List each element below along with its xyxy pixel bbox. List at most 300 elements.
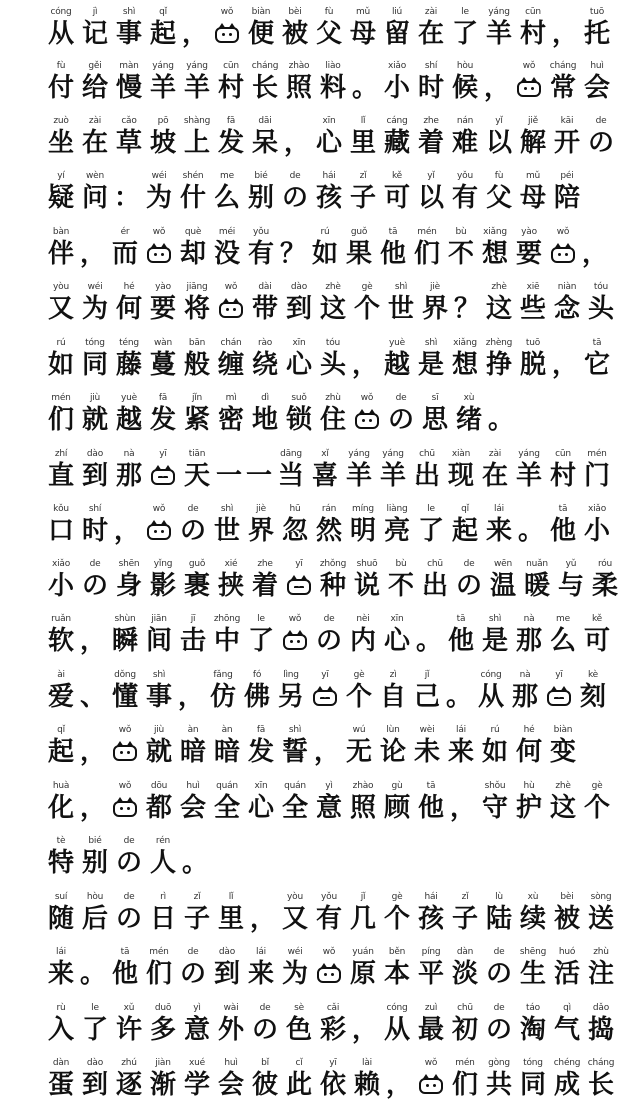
punctuation-glyph: ，	[80, 737, 107, 767]
character-unit	[216, 337, 246, 381]
character-unit	[548, 60, 578, 104]
pinyin-label: zhù	[593, 947, 609, 957]
pinyin-label: wǒ	[118, 725, 132, 735]
character-unit	[552, 281, 582, 325]
closed-eyes-face-icon	[313, 681, 337, 713]
character-unit	[284, 1057, 314, 1101]
character-unit	[412, 226, 442, 270]
cat-face-icon	[113, 736, 137, 768]
punctuation-unit	[216, 448, 242, 492]
hanzi-glyph: 孩	[315, 183, 342, 213]
pinyin-label: cūn	[223, 61, 239, 71]
character-unit	[480, 724, 510, 768]
hanzi-glyph: 发	[217, 128, 244, 158]
character-unit	[514, 226, 544, 270]
character-unit	[378, 724, 408, 768]
pinyin-label: nà	[519, 670, 531, 680]
pinyin-label: xiǎng	[453, 338, 477, 348]
character-unit	[382, 60, 412, 104]
character-unit	[416, 503, 446, 547]
pinyin-label: chū	[427, 559, 443, 569]
hanzi-glyph: の	[485, 959, 512, 989]
character-unit	[348, 170, 378, 214]
character-unit	[582, 613, 612, 657]
hanzi-glyph: 送	[587, 904, 614, 934]
hanzi-glyph: 付	[47, 73, 74, 103]
pinyin-label: yuán	[352, 947, 374, 957]
pinyin-label: àn	[221, 725, 233, 735]
pinyin-label: yuè	[121, 393, 137, 403]
punctuation-unit	[352, 1002, 378, 1046]
punctuation-glyph: ，	[80, 793, 107, 823]
cat-face-icon	[147, 238, 171, 270]
pinyin-label: kè	[587, 670, 599, 680]
character-unit	[382, 503, 412, 547]
pinyin-label: sòng	[590, 892, 612, 902]
pinyin-label: de	[123, 836, 135, 846]
character-unit	[314, 891, 344, 935]
character-unit	[280, 724, 310, 768]
hanzi-glyph: 他	[447, 626, 474, 656]
hanzi-glyph: 想	[481, 239, 508, 269]
character-unit	[450, 946, 480, 990]
pinyin-label: mén	[455, 1058, 475, 1068]
punctuation-unit	[280, 226, 306, 270]
hanzi-glyph: 有	[451, 183, 478, 213]
hanzi-glyph: 羊	[379, 461, 406, 491]
pinyin-label: hé	[523, 725, 535, 735]
pinyin-label: cǎo	[121, 116, 137, 126]
punctuation-glyph: 。	[352, 73, 379, 103]
hanzi-glyph: 到	[213, 959, 240, 989]
hanzi-glyph: 有	[315, 904, 342, 934]
hanzi-glyph: 从	[47, 19, 74, 49]
character-unit	[250, 115, 280, 159]
hanzi-glyph: 同	[519, 1070, 546, 1100]
pinyin-label: xiǎng	[483, 227, 507, 237]
hanzi-glyph: 事	[115, 19, 142, 49]
character-unit	[144, 724, 174, 768]
pinyin-label: hái	[424, 892, 438, 902]
character-unit	[80, 392, 110, 436]
punctuation-glyph: ，	[182, 19, 209, 49]
punctuation-unit	[352, 337, 378, 381]
hanzi-glyph: 就	[81, 405, 108, 435]
hanzi-glyph: 后	[81, 904, 108, 934]
pinyin-label: bǐ	[261, 1058, 269, 1068]
character-unit	[416, 891, 446, 935]
character-unit	[148, 392, 178, 436]
character-unit	[212, 724, 242, 768]
pinyin-label: de	[259, 1003, 271, 1013]
character-unit	[586, 1002, 616, 1046]
pinyin-label: gè	[591, 781, 603, 791]
character-unit	[518, 1057, 548, 1101]
character-unit	[178, 946, 208, 990]
hanzi-glyph: 然	[315, 516, 342, 546]
character-unit	[552, 115, 582, 159]
pinyin-label: dāi	[258, 116, 272, 126]
pinyin-label: yáng	[186, 61, 208, 71]
pinyin-label: chū	[457, 1003, 473, 1013]
character-unit	[110, 946, 140, 990]
text-line	[46, 835, 606, 885]
pinyin-label: jǐ	[360, 892, 366, 902]
pinyin-label: xiǎo	[387, 61, 407, 71]
hanzi-glyph: 时	[81, 516, 108, 546]
cat-face-icon	[551, 238, 575, 270]
character-unit	[178, 613, 208, 657]
character-unit	[46, 448, 76, 492]
pinyin-label: wài	[223, 1003, 239, 1013]
pinyin-label: yì	[193, 1003, 201, 1013]
pinyin-label: bù	[455, 227, 467, 237]
hanzi-glyph: 依	[319, 1070, 346, 1100]
pinyin-label: zhú	[121, 1058, 137, 1068]
hanzi-glyph: の	[81, 571, 108, 601]
pinyin-label: le	[257, 614, 265, 624]
hanzi-glyph: 彼	[251, 1070, 278, 1100]
character-unit	[480, 448, 510, 492]
hanzi-glyph: 意	[315, 793, 342, 823]
pinyin-label: le	[427, 504, 435, 514]
hanzi-glyph: 它	[583, 350, 610, 380]
pinyin-label: jiè	[430, 282, 440, 292]
character-unit	[216, 891, 246, 935]
cat-face-icon	[113, 792, 137, 824]
character-unit	[446, 226, 476, 270]
hanzi-glyph: 伴	[47, 239, 74, 269]
pinyin-label: bàn	[52, 227, 70, 237]
character-unit	[148, 281, 178, 325]
character-unit	[182, 558, 212, 602]
pinyin-label: rán	[321, 504, 337, 514]
hanzi-glyph: 续	[519, 904, 546, 934]
pinyin-label: lìng	[283, 670, 299, 680]
hanzi-glyph: の	[115, 848, 142, 878]
character-unit	[450, 1002, 480, 1046]
pinyin-label: tóu	[325, 338, 341, 348]
hanzi-glyph: 身	[115, 571, 142, 601]
punctuation-unit	[250, 891, 276, 935]
pinyin-label: sè	[294, 1003, 304, 1013]
pinyin-label: zhào	[352, 781, 374, 791]
character-unit	[46, 6, 76, 50]
character-unit	[552, 1002, 582, 1046]
character-unit	[386, 558, 416, 602]
closed-eyes-face-icon	[151, 460, 175, 492]
hanzi-glyph: 明	[349, 516, 376, 546]
hanzi-glyph: 们	[413, 239, 440, 269]
text-line	[46, 1057, 615, 1107]
hanzi-glyph: 了	[451, 19, 478, 49]
hanzi-glyph: 来	[47, 959, 74, 989]
punctuation-unit	[80, 780, 106, 824]
character-unit	[46, 281, 76, 325]
character-unit	[144, 780, 174, 824]
hanzi-glyph: 会	[217, 1070, 244, 1100]
cat-face-icon	[113, 801, 137, 817]
pinyin-label: bān	[188, 338, 206, 348]
hanzi-glyph: 绕	[251, 350, 278, 380]
pinyin-label: mǔ	[525, 171, 541, 181]
character-unit-icon	[144, 503, 174, 547]
character-unit	[552, 946, 582, 990]
punctuation-unit	[182, 6, 208, 50]
hanzi-glyph: 那	[511, 682, 538, 712]
pinyin-label: xiàn	[451, 449, 471, 459]
character-unit	[420, 392, 450, 436]
character-unit	[518, 891, 548, 935]
character-unit	[114, 1002, 144, 1046]
character-unit-icon	[548, 226, 578, 270]
hanzi-glyph: 裹	[183, 571, 210, 601]
punctuation-glyph: ，	[386, 1070, 413, 1100]
character-unit	[246, 724, 276, 768]
character-unit	[552, 170, 582, 214]
cat-face-icon	[219, 302, 243, 318]
pinyin-label: míng	[352, 504, 374, 514]
punctuation-unit	[488, 392, 514, 436]
character-unit	[552, 1057, 582, 1101]
character-unit	[144, 613, 174, 657]
pinyin-label: duō	[154, 1003, 172, 1013]
pinyin-label: fā	[226, 116, 236, 126]
hanzi-glyph: 不	[447, 239, 474, 269]
character-unit-icon	[514, 60, 544, 104]
hanzi-glyph: 开	[553, 128, 580, 158]
cat-face-icon	[419, 1069, 443, 1101]
pinyin-label: dào	[86, 1058, 104, 1068]
pinyin-label: ruǎn	[51, 614, 71, 624]
pinyin-label: wǒ	[522, 61, 536, 71]
character-unit	[450, 891, 480, 935]
pinyin-label: cóng	[480, 670, 502, 680]
hanzi-glyph: 带	[251, 294, 278, 324]
hanzi-glyph: 本	[383, 959, 410, 989]
character-unit	[80, 6, 110, 50]
hanzi-glyph: 己	[413, 682, 440, 712]
hanzi-glyph: 何	[115, 294, 142, 324]
pinyin-label: xīn	[254, 781, 268, 791]
character-unit	[582, 6, 612, 50]
hanzi-glyph: 起	[149, 19, 176, 49]
pinyin-label: quán	[284, 781, 306, 791]
pinyin-label: pō	[157, 116, 169, 126]
pinyin-label: ài	[57, 670, 65, 680]
pinyin-label: shì	[152, 670, 166, 680]
character-unit	[522, 558, 552, 602]
cat-face-icon	[147, 247, 171, 263]
pinyin-label: běn	[388, 947, 406, 957]
punctuation-unit	[80, 613, 106, 657]
pinyin-label: tā	[592, 338, 602, 348]
hanzi-glyph: 绪	[455, 405, 482, 435]
hanzi-glyph: 小	[47, 571, 74, 601]
pinyin-label: nèi	[356, 614, 370, 624]
hanzi-glyph: 与	[557, 571, 584, 601]
punctuation-glyph: ，	[582, 239, 609, 269]
pinyin-label: zuò	[53, 116, 69, 126]
hanzi-glyph: 多	[149, 1015, 176, 1045]
hanzi-glyph: 么	[213, 183, 240, 213]
hanzi-glyph: 子	[183, 904, 210, 934]
pinyin-label: tuō	[589, 7, 605, 17]
hanzi-glyph: 共	[485, 1070, 512, 1100]
character-unit	[114, 835, 144, 879]
character-unit	[484, 170, 514, 214]
pinyin-label: dōu	[150, 781, 168, 791]
character-unit	[348, 780, 378, 824]
hanzi-glyph: 无	[345, 737, 372, 767]
punctuation-unit	[352, 60, 378, 104]
pinyin-label: shì	[122, 7, 136, 17]
hanzi-glyph: の	[455, 571, 482, 601]
pinyin-label: mén	[417, 227, 437, 237]
character-unit	[382, 780, 412, 824]
pinyin-label: cūn	[525, 7, 541, 17]
pinyin-label: xué	[189, 1058, 205, 1068]
character-unit	[46, 115, 76, 159]
character-unit	[182, 891, 212, 935]
punctuation-unit	[80, 226, 106, 270]
hanzi-glyph: 出	[421, 571, 448, 601]
pinyin-label: wàn	[154, 338, 172, 348]
character-unit	[310, 226, 340, 270]
text-line	[46, 115, 614, 165]
pinyin-label: gè	[361, 282, 373, 292]
hanzi-glyph: 注	[587, 959, 614, 989]
pinyin-label: de	[323, 614, 335, 624]
text-line	[46, 891, 614, 941]
character-unit	[148, 115, 178, 159]
text-line	[46, 448, 610, 498]
hanzi-glyph: 候	[451, 73, 478, 103]
hanzi-glyph: 念	[553, 294, 580, 324]
hanzi-glyph: 个	[583, 793, 610, 823]
hanzi-glyph: 全	[281, 793, 308, 823]
hanzi-glyph: 佛	[243, 682, 270, 712]
hanzi-glyph: 心	[383, 626, 410, 656]
character-unit	[284, 1002, 314, 1046]
pinyin-label: liàng	[386, 504, 408, 514]
hanzi-glyph: 呆	[251, 128, 278, 158]
character-unit	[80, 1002, 110, 1046]
pinyin-label: yáng	[348, 449, 370, 459]
hanzi-glyph: 以	[485, 128, 512, 158]
hanzi-glyph: 顾	[383, 793, 410, 823]
character-unit	[144, 946, 174, 990]
character-unit	[46, 503, 76, 547]
character-unit	[416, 6, 446, 50]
character-unit	[348, 115, 378, 159]
hanzi-glyph: 生	[519, 959, 546, 989]
hanzi-glyph: 别	[81, 848, 108, 878]
punctuation-glyph: ？	[454, 294, 481, 324]
hanzi-glyph: 是	[481, 626, 508, 656]
hanzi-glyph: 羊	[485, 19, 512, 49]
punctuation-glyph: ，	[450, 793, 477, 823]
hanzi-glyph: 间	[145, 626, 172, 656]
pinyin-label: zhōng	[213, 614, 241, 624]
pinyin-label: rén	[155, 836, 171, 846]
pinyin-label: táo	[526, 1003, 540, 1013]
character-unit	[348, 6, 378, 50]
character-unit	[344, 226, 374, 270]
character-unit	[518, 946, 548, 990]
pinyin-label: dàn	[456, 947, 474, 957]
pinyin-label: wǒ	[360, 393, 374, 403]
character-unit	[114, 1057, 144, 1101]
pinyin-label: tóng	[85, 338, 105, 348]
closed-eyes-face-icon	[287, 579, 311, 595]
character-unit	[416, 115, 446, 159]
pinyin-label: xīn	[292, 338, 306, 348]
hanzi-glyph: 发	[149, 405, 176, 435]
pinyin-label: jiě	[528, 116, 538, 126]
pinyin-label: wǒ	[220, 7, 234, 17]
punctuation-unit	[314, 724, 340, 768]
character-unit	[250, 392, 280, 436]
character-unit	[246, 780, 276, 824]
pinyin-label: yuè	[389, 338, 405, 348]
text-line	[46, 946, 614, 996]
pinyin-label: me	[556, 614, 570, 624]
pinyin-label: yī	[295, 559, 303, 569]
pinyin-label: jiān	[151, 614, 167, 624]
pinyin-label: mì	[225, 393, 237, 403]
hanzi-glyph: 为	[145, 183, 172, 213]
pinyin-label: rào	[257, 338, 273, 348]
hanzi-glyph: 羊	[345, 461, 372, 491]
character-unit	[344, 669, 374, 713]
pinyin-label: wéi	[87, 282, 103, 292]
hanzi-glyph: 原	[349, 959, 376, 989]
character-unit	[586, 281, 616, 325]
character-unit	[382, 337, 412, 381]
character-unit	[178, 503, 208, 547]
hanzi-glyph: 又	[47, 294, 74, 324]
cat-face-icon	[215, 27, 239, 43]
hanzi-glyph: 逐	[115, 1070, 142, 1100]
pinyin-label: dào	[290, 282, 308, 292]
character-unit-icon	[212, 6, 242, 50]
pinyin-label: xù	[463, 393, 475, 403]
hanzi-glyph: 心	[315, 128, 342, 158]
punctuation-unit	[446, 669, 472, 713]
pinyin-label: de	[493, 1003, 505, 1013]
character-unit	[148, 835, 178, 879]
hanzi-glyph: 难	[451, 128, 478, 158]
hanzi-glyph: 渐	[149, 1070, 176, 1100]
hanzi-glyph: 地	[251, 405, 278, 435]
closed-eyes-face-icon	[547, 690, 571, 706]
character-unit	[284, 60, 314, 104]
hanzi-glyph: 孩	[417, 904, 444, 934]
hanzi-glyph: 如	[481, 737, 508, 767]
hanzi-glyph: 内	[349, 626, 376, 656]
hanzi-glyph: 们	[451, 1070, 478, 1100]
pinyin-label: yǐ	[495, 116, 503, 126]
character-unit	[518, 6, 548, 50]
character-unit	[484, 891, 514, 935]
pinyin-label: de	[493, 947, 505, 957]
punctuation-glyph: ，	[80, 239, 107, 269]
pinyin-label: shì	[288, 725, 302, 735]
hanzi-glyph: 长	[251, 73, 278, 103]
pinyin-label: de	[463, 559, 475, 569]
hanzi-glyph: 越	[115, 405, 142, 435]
